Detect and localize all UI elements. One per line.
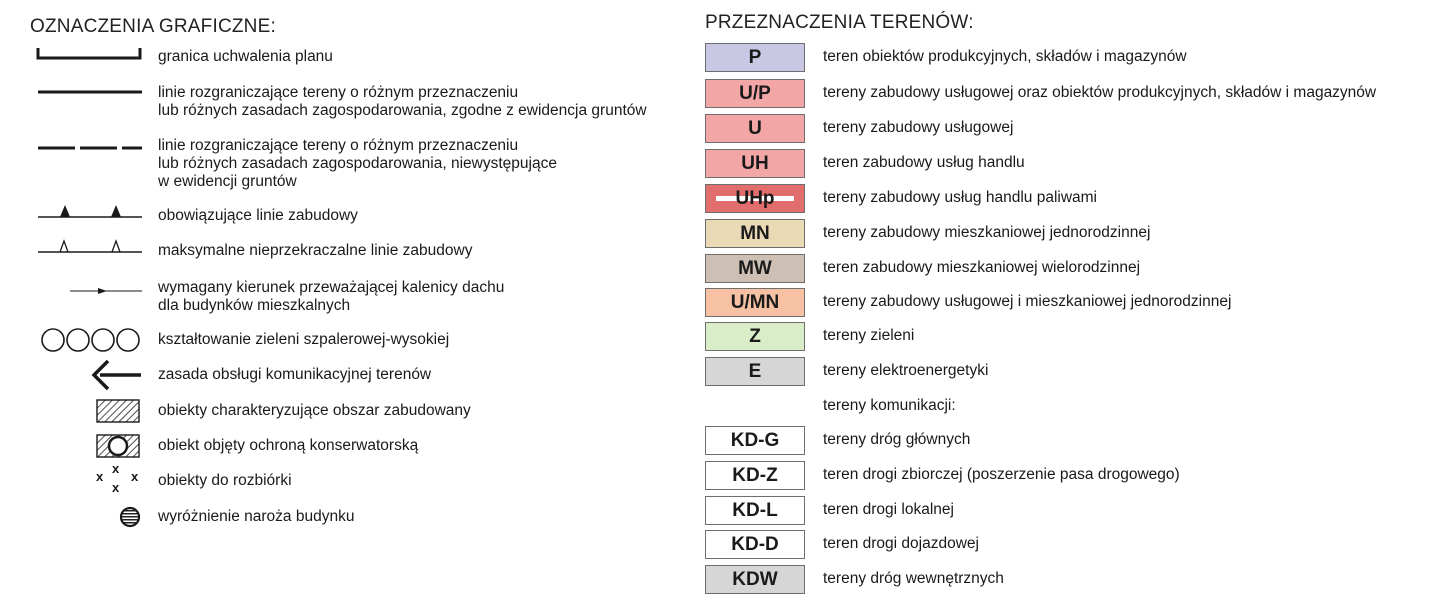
land-use-code: Z xyxy=(749,326,761,347)
land-use-code-box xyxy=(705,149,805,178)
graphic-legend-label-line: dla budynków mieszkalnych xyxy=(158,297,351,314)
dashed-line-symbol xyxy=(30,138,145,158)
land-use-description: tereny dróg wewnętrznych xyxy=(823,570,1004,587)
land-use-row xyxy=(705,114,1425,143)
land-use-code-box xyxy=(705,254,805,283)
land-use-code-box xyxy=(705,114,805,143)
land-use-code: MW xyxy=(738,258,772,279)
land-use-code-box xyxy=(705,530,805,559)
graphic-legend-label-line: wyróżnienie naroża budynku xyxy=(158,508,355,525)
land-use-code: U/MN xyxy=(730,292,780,313)
graphic-legend-label-line: obiekty do rozbiórki xyxy=(158,472,292,489)
graphic-legend-label-line: w ewidencji gruntów xyxy=(158,173,297,190)
land-use-code-box xyxy=(705,219,805,248)
land-use-row xyxy=(705,254,1425,283)
land-use-row xyxy=(705,184,1425,213)
graphic-legend-label xyxy=(158,437,418,455)
land-use-code: E xyxy=(748,361,762,382)
land-use-description: teren zabudowy mieszkaniowej wielorodzinnej xyxy=(823,259,1141,276)
graphic-legend-label xyxy=(158,207,358,225)
x-marks-symbol xyxy=(30,461,145,495)
land-use-row xyxy=(705,565,1425,594)
land-use-code-box xyxy=(705,322,805,351)
land-use-code-box xyxy=(705,43,805,72)
svg-text:x: x xyxy=(131,469,139,484)
land-use-code-box xyxy=(705,461,805,490)
open-triangle-line-symbol xyxy=(30,235,145,255)
striped-circle-symbol xyxy=(30,504,145,530)
land-use-code: MN xyxy=(740,223,770,244)
graphic-legend-label xyxy=(158,279,504,315)
graphic-legend-label xyxy=(158,508,354,526)
graphic-legend-label xyxy=(158,366,431,384)
land-use-code: KD-L xyxy=(732,500,778,521)
land-use-description: teren obiektów produkcyjnych, składów i magazynów xyxy=(823,48,1187,65)
filled-triangle-line-symbol xyxy=(30,200,145,220)
land-use-description: tereny zabudowy usług handlu paliwami xyxy=(823,189,1097,206)
hatched-box-symbol xyxy=(30,397,145,423)
land-use-code-box xyxy=(705,426,805,455)
graphic-legend-label-line: linie rozgraniczające tereny o różnym przeznaczeniu xyxy=(158,84,519,101)
graphic-legend-label xyxy=(158,331,449,349)
land-use-code-box xyxy=(705,496,805,525)
land-use-row xyxy=(705,461,1425,490)
land-use-code: KD-Z xyxy=(732,465,778,486)
graphic-legend-label-line: maksymalne nieprzekraczalne linie zabudowy xyxy=(158,242,473,259)
land-use-code: U/P xyxy=(739,83,771,104)
land-use-code: P xyxy=(748,47,762,68)
land-use-description: tereny elektroenergetyki xyxy=(823,362,989,379)
graphic-legend-label-line: granica uchwalenia planu xyxy=(158,48,333,65)
land-use-description: teren zabudowy usług handlu xyxy=(823,154,1025,171)
land-use-row xyxy=(705,219,1425,248)
graphic-legend-label xyxy=(158,402,471,420)
land-use-code: UHp xyxy=(735,188,775,209)
land-use-code-box xyxy=(705,288,805,317)
land-use-code-box xyxy=(705,565,805,594)
arrow-line-symbol xyxy=(30,279,145,299)
graphic-legend-label xyxy=(158,137,557,191)
land-use-group-label-row xyxy=(705,392,1425,421)
land-use-code-box xyxy=(705,79,805,108)
land-use-code: U xyxy=(748,118,762,139)
graphic-legend-label xyxy=(158,472,292,490)
land-use-description: tereny komunikacji: xyxy=(823,397,956,414)
land-use-description: tereny zabudowy mieszkaniowej jednorodzinnej xyxy=(823,224,1151,241)
land-use-description: teren drogi lokalnej xyxy=(823,501,954,518)
land-use-row xyxy=(705,288,1425,317)
land-use-description: tereny zabudowy usługowej oraz obiektów produkcyjnych, składów i magazynów xyxy=(823,84,1377,101)
land-use-code: UH xyxy=(741,153,769,174)
land-use-heading: PRZEZNACZENIA TERENÓW: xyxy=(705,12,974,33)
land-use-description: tereny zabudowy usługowej xyxy=(823,119,1014,136)
land-use-row xyxy=(705,496,1425,525)
land-use-description: teren drogi zbiorczej (poszerzenie pasa drogowego) xyxy=(823,466,1180,483)
land-use-description: tereny zabudowy usługowej i mieszkaniowej jednorodzinnej xyxy=(823,293,1232,310)
land-use-code: KD-D xyxy=(731,534,779,555)
plan-boundary-line-symbol xyxy=(30,44,145,64)
svg-text:x: x xyxy=(96,469,104,484)
land-use-code-box xyxy=(705,357,805,386)
land-use-code: KDW xyxy=(732,569,778,590)
land-use-row xyxy=(705,426,1425,455)
solid-line-symbol xyxy=(30,82,145,102)
land-use-code: KD-G xyxy=(730,430,780,451)
land-use-row xyxy=(705,357,1425,386)
graphic-legend-label-line: obiekt objęty ochroną konserwatorską xyxy=(158,437,419,454)
graphic-legend-label-line: lub różnych zasadach zagospodarowania, niewystępujące xyxy=(158,155,557,172)
land-use-row xyxy=(705,530,1425,559)
land-use-description: tereny dróg głównych xyxy=(823,431,971,448)
graphic-legend-label-line: wymagany kierunek przeważającej kalenicy dachu xyxy=(158,279,505,296)
graphic-legend-label xyxy=(158,48,333,66)
land-use-row xyxy=(705,322,1425,351)
svg-text:x: x xyxy=(112,461,120,476)
graphic-legend-label-line: linie rozgraniczające tereny o różnym przeznaczeniu xyxy=(158,137,519,154)
graphic-legend-label-line: lub różnych zasadach zagospodarowania, zgodne z ewidencja gruntów xyxy=(158,102,647,119)
graphic-legend-label-line: zasada obsługi komunikacyjnej terenów xyxy=(158,366,432,383)
graphic-legend-label-line: obowiązujące linie zabudowy xyxy=(158,207,358,224)
svg-text:x: x xyxy=(112,480,120,495)
graphic-legend-label xyxy=(158,84,647,120)
graphic-legend-label-line: kształtowanie zieleni szpalerowej-wysokiej xyxy=(158,331,450,348)
land-use-description: tereny zieleni xyxy=(823,327,915,344)
graphic-symbols-heading: OZNACZENIA GRAFICZNE: xyxy=(30,16,276,37)
big-left-arrow-symbol xyxy=(30,358,145,392)
land-use-row xyxy=(705,149,1425,178)
hatched-box-circle-symbol xyxy=(30,432,145,458)
land-use-row xyxy=(705,43,1425,72)
land-use-description: teren drogi dojazdowej xyxy=(823,535,979,552)
graphic-legend-label xyxy=(158,242,472,260)
land-use-code-box xyxy=(705,184,805,213)
graphic-legend-label-line: obiekty charakteryzujące obszar zabudowany xyxy=(158,402,471,419)
circles-row-symbol xyxy=(30,326,145,354)
land-use-row xyxy=(705,79,1425,108)
